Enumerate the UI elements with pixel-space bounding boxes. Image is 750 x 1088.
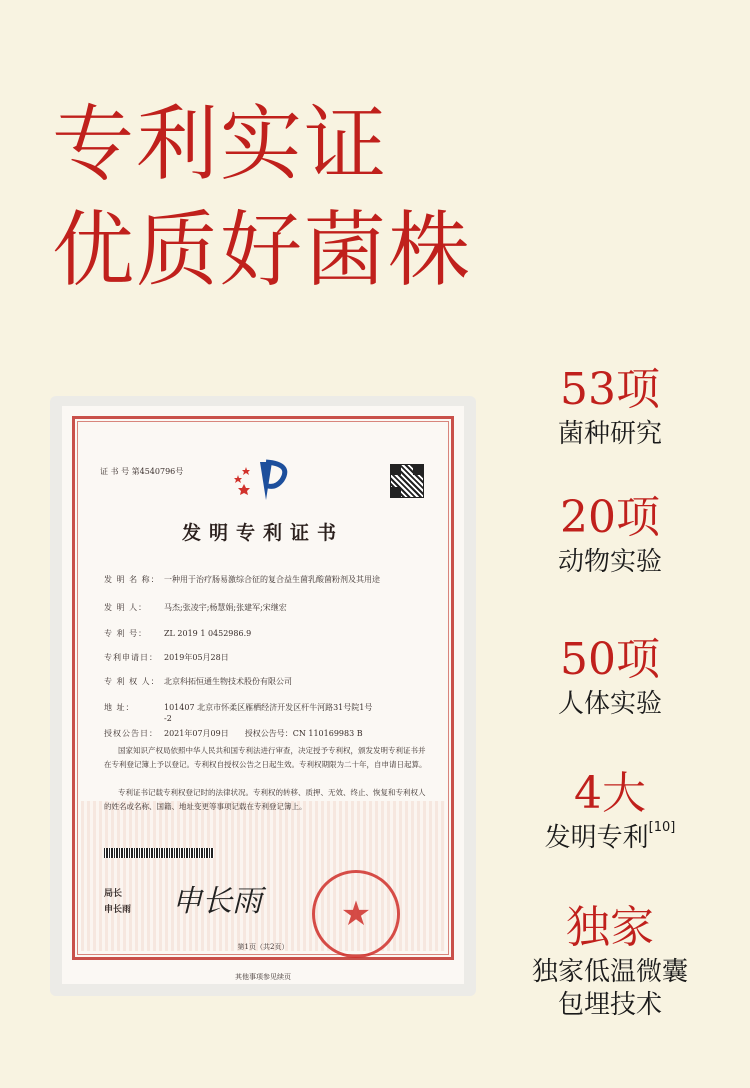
cert-row-application-date: 专利申请日： 2019年05月28日	[104, 653, 229, 662]
stat-exclusive-tech	[500, 902, 720, 1021]
page-number: 第1页（共2页）	[237, 943, 289, 951]
stat-label: 独家低温微囊	[531, 957, 688, 987]
stat-label: 动物实验	[557, 547, 662, 577]
cert-row-invention-name: 发 明 名 称： 一种用于治疗肠易激综合征的复合益生菌乳酸菌粉剂及其用途	[104, 575, 380, 584]
stat-number: 独家	[566, 902, 654, 953]
stat-label: 菌种研究	[557, 419, 662, 449]
cert-paragraph-2: 专利证书记载专利权登记时的法律状况。专利权的转移、质押、无效、终止、恢复和专利权人的姓名或名称、国籍、地址变更等事项记载在专利登记簿上。	[104, 788, 426, 811]
cert-row-address-cont: -2	[164, 714, 172, 723]
cert-row-patent-number: 专 利 号： ZL 2019 1 0452986.9	[104, 629, 252, 638]
signature-icon: 申长雨	[172, 884, 262, 919]
cert-row-inventors: 发 明 人： 马杰;张凌宇;杨慧娟;张建军;宋继宏	[104, 603, 287, 612]
barcode-icon	[104, 848, 214, 858]
director-label: 局长	[104, 889, 123, 899]
cert-paragraph-1: 国家知识产权局依照中华人民共和国专利法进行审查，决定授予专利权，颁发发明专利证书并在专利登记簿上予以登记。专利权自授权公告之日起生效。专利权期限为二十年，自申请日起算。	[104, 746, 427, 769]
stat-number: 4大	[574, 768, 646, 819]
stat-label: 发明专利[10]	[544, 820, 676, 853]
patent-certificate	[62, 406, 464, 984]
cert-row-patentee: 专 利 权 人： 北京科拓恒通生物技术股份有限公司	[104, 677, 292, 686]
headline-line-2: 优质好菌株	[52, 203, 473, 298]
cert-row-address: 地 址： 101407 北京市怀柔区雁栖经济开发区杆牛河路31号院1号	[104, 703, 373, 712]
headline-line-1: 专利实证	[52, 97, 389, 192]
stat-number: 53项	[560, 364, 660, 415]
stat-label-line-2: 包埋技术	[557, 989, 662, 1020]
stat-animal-trials	[500, 492, 720, 579]
cnipa-logo-icon	[230, 458, 300, 504]
stat-invention-patents	[500, 768, 720, 855]
certificate-title: 发明专利证书	[181, 522, 344, 544]
director-name: 申长雨	[104, 905, 132, 915]
stat-number: 20项	[560, 492, 660, 543]
certificate-number: 证 书 号 第4540796号	[100, 467, 184, 476]
stat-number: 50项	[560, 634, 660, 685]
official-seal-icon: ★	[312, 870, 400, 958]
qr-code-icon	[390, 464, 424, 498]
stat-human-trials	[500, 634, 720, 721]
reference-mark: [10]	[648, 820, 676, 835]
cert-row-grant: 授权公告日： 2021年07月09日 授权公告号：CN 110169983 B	[104, 729, 363, 738]
stat-strain-research	[500, 364, 720, 451]
stat-label: 人体实验	[557, 689, 662, 719]
certificate-footnote: 其他事项参见续页	[235, 973, 291, 981]
